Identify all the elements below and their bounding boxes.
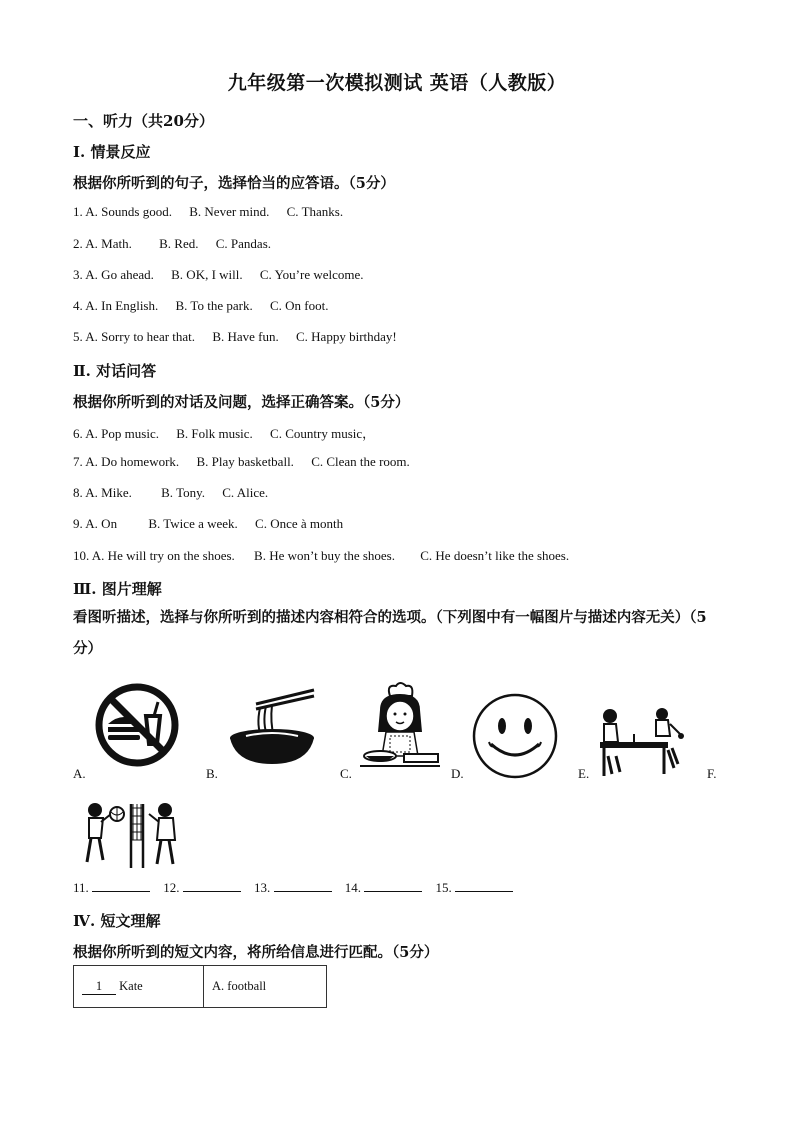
question-2: 2. A. Math. B. Red. C. Pandas. [73, 236, 272, 251]
answer-blank-13[interactable]: 13. [254, 880, 332, 895]
smiley-face-icon [471, 692, 559, 780]
part3-instruction: 看图听描述，选择与你所听到的描述内容相符合的选项。（下列图中有一幅图片与描述内容无关）（5分） [73, 609, 707, 657]
matching-table [73, 965, 327, 1008]
part3-heading: Ⅲ. 图片理解 [73, 580, 162, 598]
question-3: 3. A. Go ahead. B. OK, I will. C. You’re welcome. [73, 267, 364, 282]
person-name: Kate [119, 978, 143, 993]
question-6: 6. A. Pop music. B. Folk music. C. Country music， [73, 426, 376, 441]
answer-blank-14[interactable]: 14. [345, 880, 423, 895]
part1-instruction: 根据你所听到的句子，选择恰当的应答语。（5分） [73, 175, 395, 192]
picture-label-d: D. [451, 766, 464, 781]
answer-blank-1[interactable]: 1 [82, 979, 116, 995]
volleyball-icon [73, 800, 189, 870]
table-row [74, 966, 327, 1008]
chef-girl-icon [356, 680, 444, 772]
answer-blank-15[interactable]: 15. [436, 880, 514, 895]
picture-answer-blanks [73, 879, 523, 896]
picture-label-c: C. [340, 766, 352, 781]
part4-instruction: 根据你所听到的短文内容，将所给信息进行匹配。（5分） [73, 944, 439, 961]
question-9: 9. A. On B. Twice a week. C. Once à month [73, 516, 344, 531]
question-1: 1. A. Sounds good. B. Never mind. C. Thanks. [73, 204, 344, 219]
section-listening-heading: 一、听力（共20分） [73, 112, 214, 130]
noodles-bowl-icon [226, 686, 318, 768]
answer-blank-12[interactable]: 12. [163, 880, 241, 895]
table-tennis-icon [594, 706, 686, 778]
part4-heading: Ⅳ. 短文理解 [73, 912, 161, 930]
part1-heading: Ⅰ. 情景反应 [73, 143, 151, 161]
question-7: 7. A. Do homework. B. Play basketball. C. Clean the room. [73, 454, 410, 469]
match-cell-option: A. football [204, 966, 327, 1008]
question-8: 8. A. Mike. B. Tony. C. Alice. [73, 485, 269, 500]
part2-instruction: 根据你所听到的对话及问题，选择正确答案。（5分） [73, 394, 410, 411]
page-title: 九年级第一次模拟测试 英语（人教版） [227, 72, 567, 94]
match-cell-name [74, 966, 204, 1008]
picture-label-a: A. [73, 766, 86, 781]
question-4: 4. A. In English. B. To the park. C. On foot. [73, 298, 329, 313]
part2-heading: Ⅱ. 对话问答 [73, 362, 157, 380]
picture-label-e: E. [578, 766, 590, 781]
question-5: 5. A. Sorry to hear that. B. Have fun. C. Happy birthday! [73, 329, 397, 344]
question-10: 10. A. He will try on the shoes. B. He won’t buy the shoes. C. He doesn’t like the shoes. [73, 548, 570, 563]
answer-blank-11[interactable]: 11. [73, 880, 150, 895]
picture-label-f: F. [707, 766, 717, 781]
picture-label-b: B. [206, 766, 218, 781]
no-fast-food-icon [94, 682, 180, 768]
